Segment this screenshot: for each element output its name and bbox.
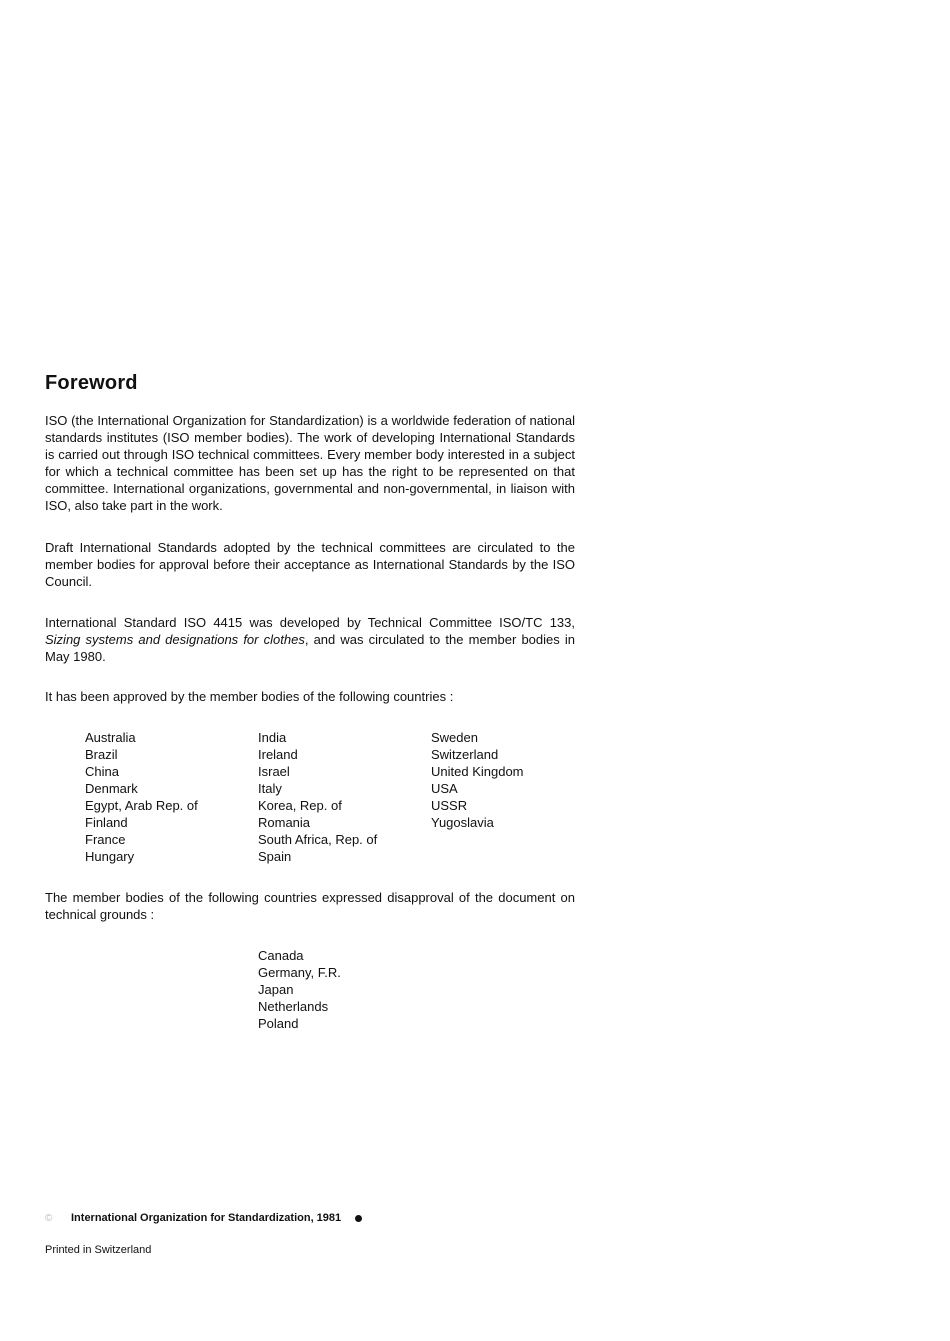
country-item: Denmark	[85, 781, 138, 796]
copyright-text: International Organization for Standardization, 1981	[71, 1212, 342, 1224]
country-item: Switzerland	[431, 747, 499, 762]
country-item: Australia	[85, 730, 136, 745]
country-item: Spain	[258, 849, 292, 864]
standard-text-start: International Standard ISO 4415 was developed by Technical Committee ISO/TC 133,	[45, 615, 575, 630]
copyright-icon: ©	[45, 1212, 53, 1224]
committee-title: Sizing systems and designations for clothes	[45, 632, 305, 647]
country-item: France	[85, 832, 126, 847]
country-item: India	[258, 730, 287, 745]
country-item: Ireland	[258, 747, 298, 762]
country-item: United Kingdom	[431, 764, 524, 779]
country-item: Romania	[258, 815, 311, 830]
country-item: USA	[431, 781, 458, 796]
country-item: Brazil	[85, 747, 118, 762]
country-item: USSR	[431, 798, 468, 813]
country-item: Hungary	[85, 849, 135, 864]
country-item: Finland	[85, 815, 128, 830]
country-item: Poland	[258, 1016, 299, 1031]
page-title: Foreword	[45, 372, 138, 394]
copyright-line	[45, 1212, 362, 1224]
standard-text-end: , and was circulated to the member bodies in May 1980.	[45, 632, 576, 664]
country-item: Yugoslavia	[431, 815, 494, 830]
approval-column-1	[85, 729, 198, 865]
country-item: Italy	[258, 781, 282, 796]
country-item: Canada	[258, 948, 304, 963]
approval-column-3	[431, 729, 524, 831]
approval-intro: It has been approved by the member bodies of the following countries :	[45, 689, 454, 704]
country-item: Sweden	[431, 730, 478, 745]
printed-note: Printed in Switzerland	[45, 1244, 152, 1256]
country-item: China	[85, 764, 119, 779]
country-item: Netherlands	[258, 999, 329, 1014]
bullet-icon	[355, 1215, 362, 1222]
approval-column-2	[258, 729, 377, 865]
country-item: Egypt, Arab Rep. of	[85, 798, 198, 813]
country-item: Korea, Rep. of	[258, 798, 342, 813]
country-item: Israel	[258, 764, 290, 779]
disapproval-intro: The member bodies of the following countries expressed disapproval of the document on technical grounds :	[45, 890, 575, 922]
disapproval-list	[258, 947, 341, 1032]
intro-paragraph: ISO (the International Organization for Standardization) is a worldwide federation of national standards institutes (ISO member bodies). The work of developing International Standards is carried out through ISO technical committees. Every member body interested in a subject for which a technical committee has been set up has the right to be represented on that committee. International organizations, governmental and non-governmental, in liaison with ISO, also take part in the work.	[45, 413, 575, 513]
country-item: Japan	[258, 982, 294, 997]
draft-paragraph: Draft International Standards adopted by the technical committees are circulated to the member bodies for approval before their acceptance as International Standards by the ISO Council.	[45, 540, 575, 589]
country-item: Germany, F.R.	[258, 965, 341, 980]
country-item: South Africa, Rep. of	[258, 832, 378, 847]
standard-paragraph	[45, 614, 575, 665]
